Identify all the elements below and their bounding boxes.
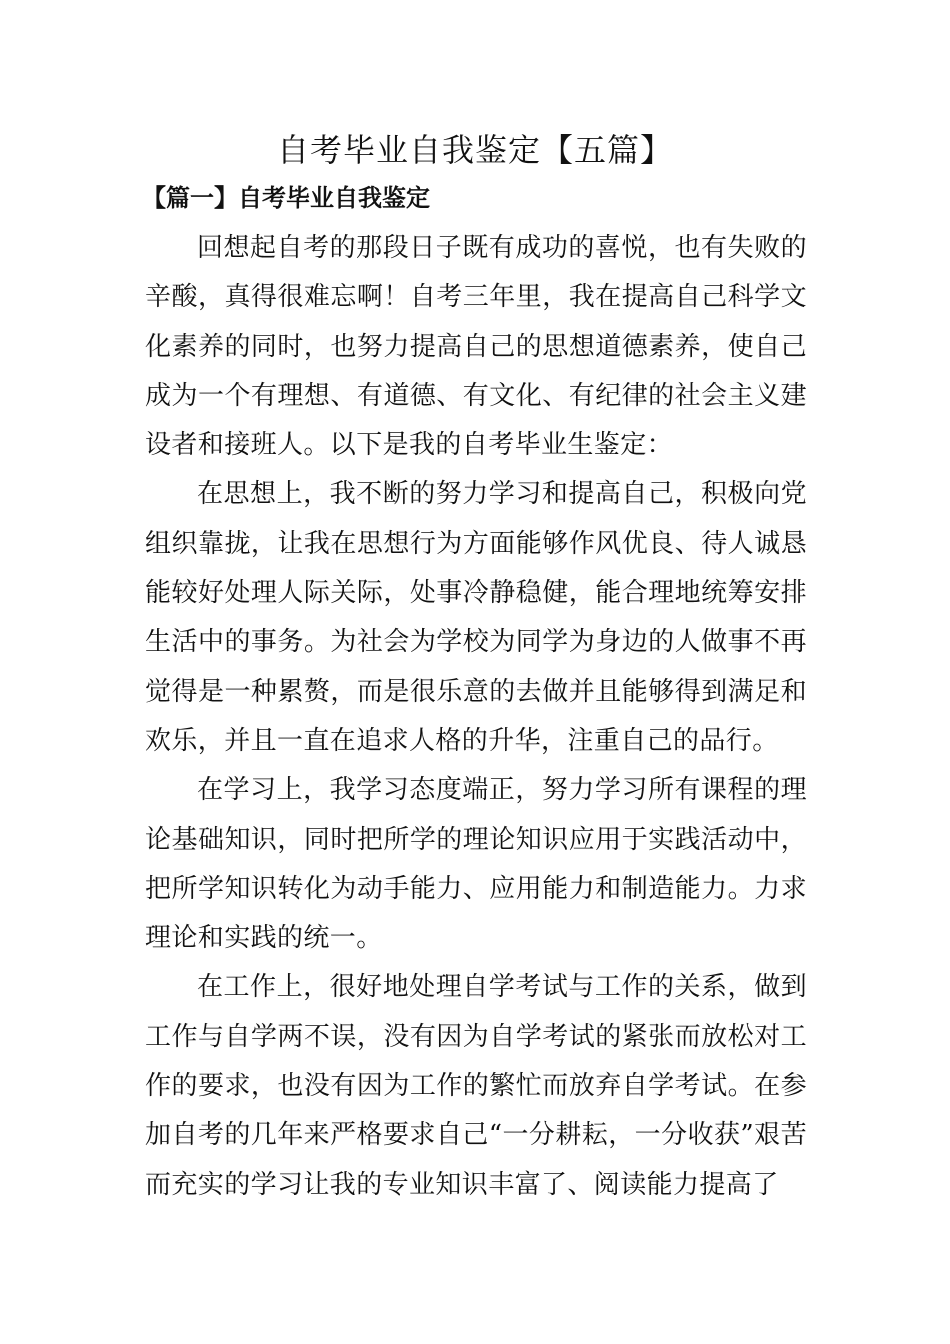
paragraph-1: 回想起自考的那段日子既有成功的喜悦，也有失败的辛酸，真得很难忘啊！自考三年里，我在提高自己科学文化素养的同时，也努力提高自己的思想道德素养，使自己成为一个有理想、有道德、有文化、有纪律的社会主义建设者和接班人。以下是我的自考毕业生鉴定：: [145, 233, 807, 461]
paragraph-3: 在学习上，我学习态度端正，努力学习所有课程的理论基础知识，同时把所学的理论知识应用于实践活动中，把所学知识转化为动手能力、应用能力和制造能力。力求理论和实践的统一。: [145, 775, 807, 954]
paragraph-4: 在工作上，很好地处理自学考试与工作的关系，做到工作与自学两不误，没有因为自学考试的紧张而放松对工作的要求，也没有因为工作的繁忙而放弃自学考试。在参加自考的几年来严格要求自己“一分耕耘，一分收获”艰苦而充实的学习让我的专业知识丰富了、阅读能力提高了: [145, 972, 807, 1200]
section-heading: 【篇一】自考毕业自我鉴定: [142, 183, 430, 212]
document-title: 自考毕业自我鉴定【五篇】: [276, 131, 673, 169]
document-body: [145, 224, 807, 1210]
paragraph-2: 在思想上，我不断的努力学习和提高自己，积极向党组织靠拢，让我在思想行为方面能够作风优良、待人诚恳能较好处理人际关际，处事冷静稳健，能合理地统筹安排生活中的事务。为社会为学校为同学为身边的人做事不再觉得是一种累赘，而是很乐意的去做并且能够得到满足和欢乐，并且一直在追求人格的升华，注重自己的品行。: [145, 479, 807, 756]
